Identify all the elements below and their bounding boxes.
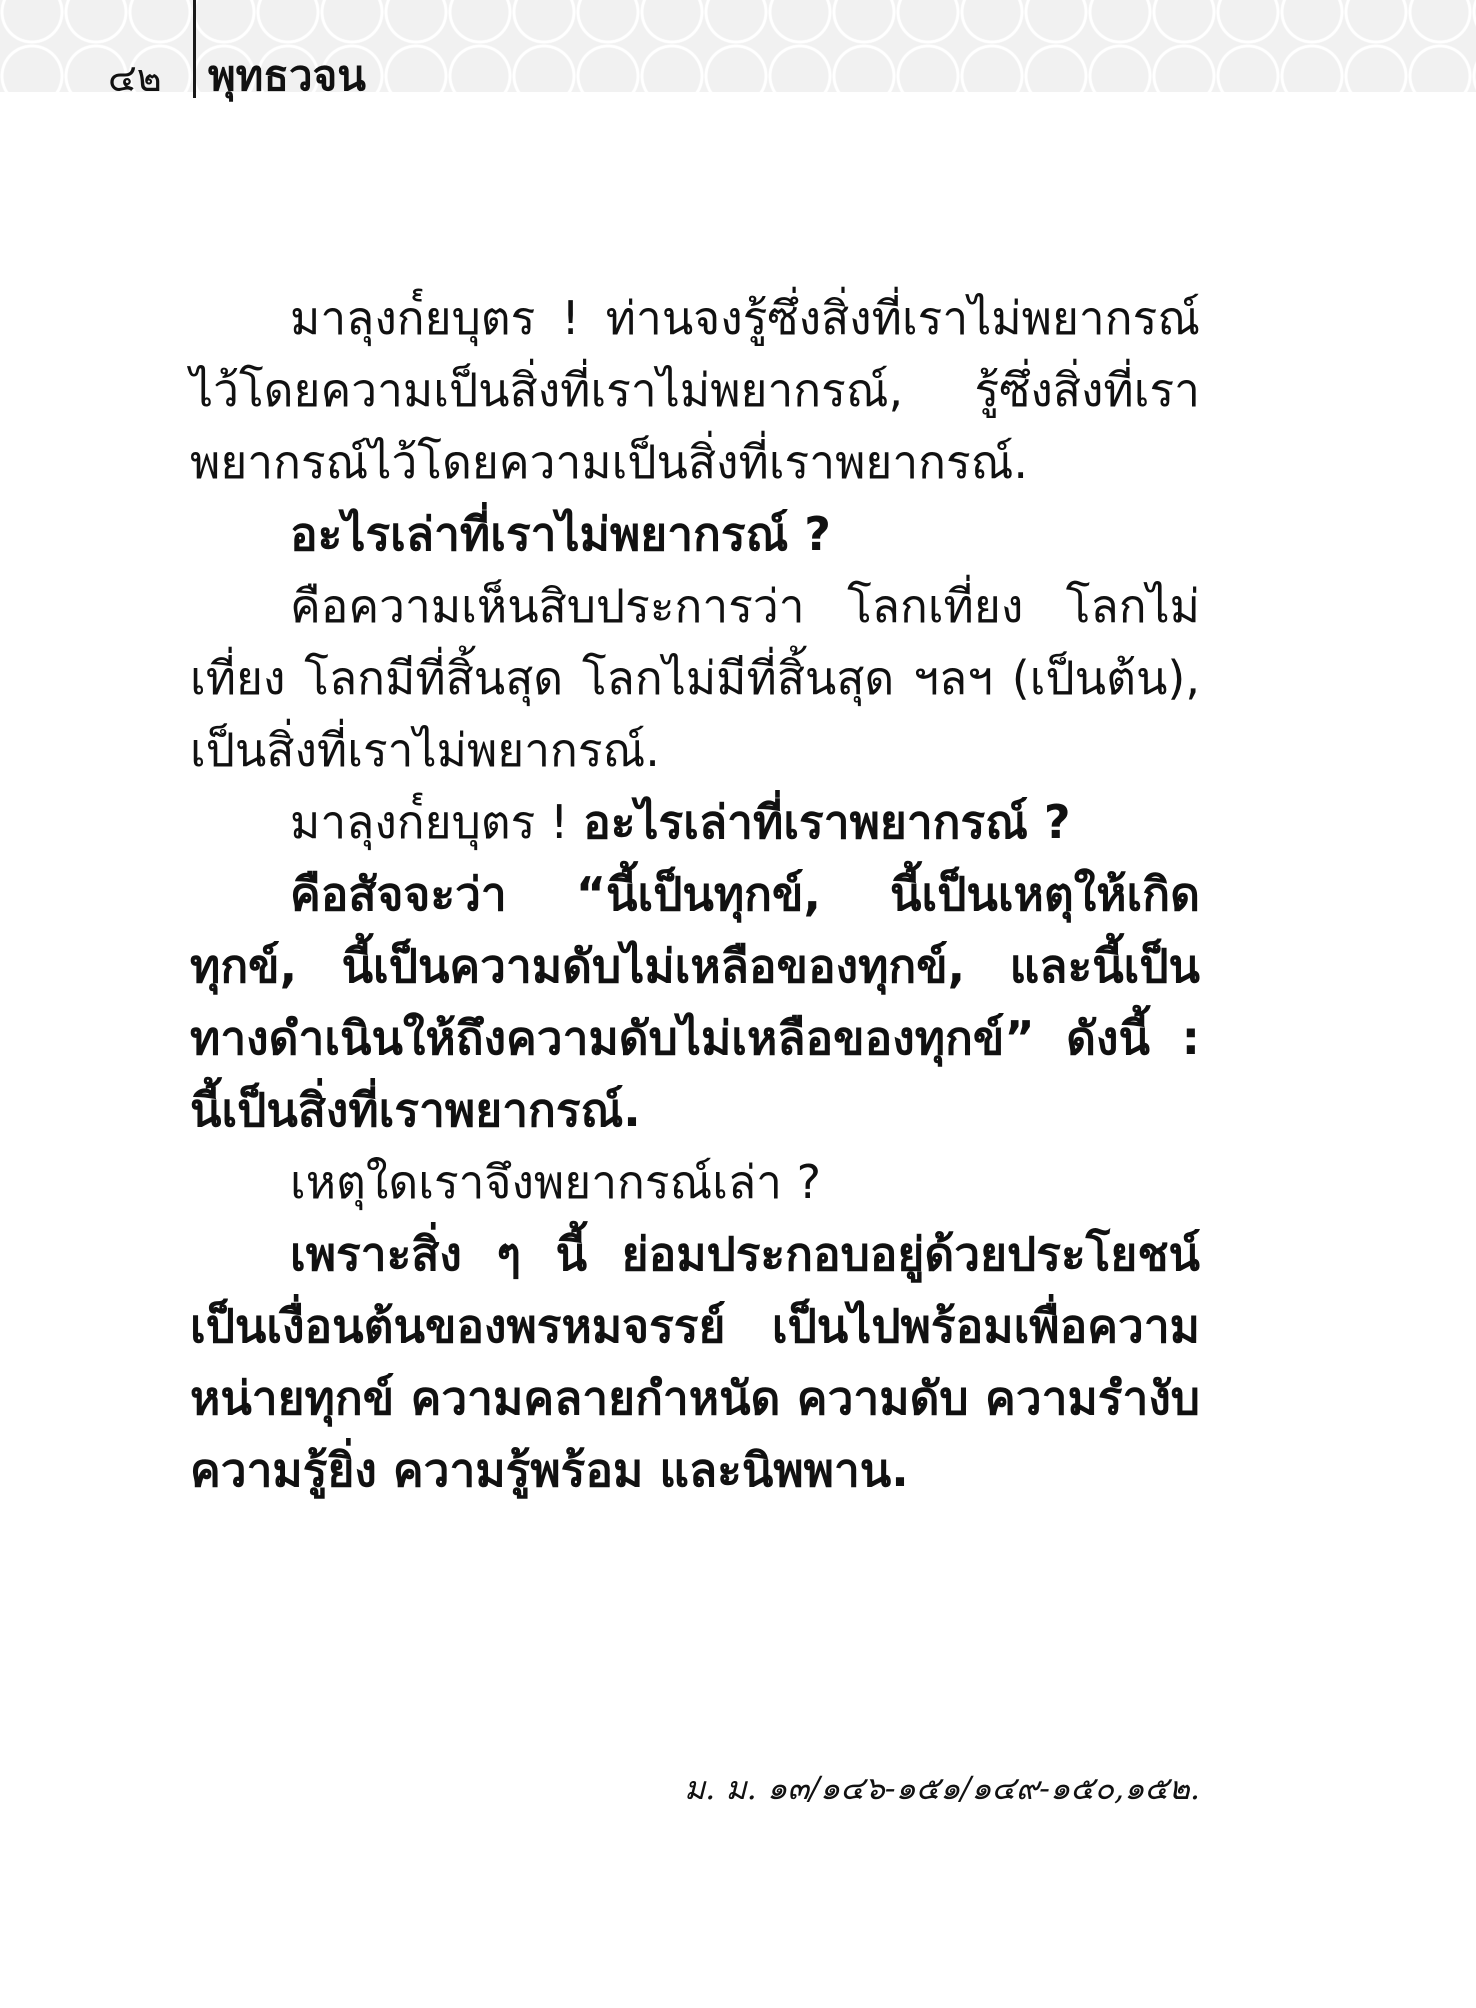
paragraph-7: เพราะสิ่ง ๆ นี้ ย่อมประกอบอยู่ด้วยประโยชน์ เป็นเงื่อนต้นของพรหมจรรย์ เป็นไปพร้อมเพื่อความหน่ายทุกข์ ความคลายกำหนัด ความดับ ความรำงับ ความรู้ยิ่ง ความรู้พร้อม และนิพพาน. — [190, 1227, 1200, 1497]
paragraph-1: มาลุงก๎ยบุตร ! ท่านจงรู้ซึ่งสิ่งที่เราไม่พยากรณ์ไว้โดยความเป็นสิ่งที่เราไม่พยากรณ์, รู้ซึ่งสิ่งที่เราพยากรณ์ไว้โดยความเป็นสิ่งที่เราพยากรณ์. — [190, 291, 1200, 489]
paragraph-2: อะไรเล่าที่เราไม่พยากรณ์ ? — [290, 507, 831, 561]
page-number: ๔๒ — [108, 56, 162, 100]
body-text — [190, 282, 1200, 1506]
header-divider — [193, 0, 196, 98]
paragraph-4 — [190, 786, 1200, 858]
paragraph-4-prefix: มาลุงก๎ยบุตร ! — [290, 795, 584, 849]
paragraph-3: คือความเห็นสิบประการว่า โลกเที่ยง โลกไม่เที่ยง โลกมีที่สิ้นสุด โลกไม่มีที่สิ้นสุด ฯลฯ (เป็นต้น), เป็นสิ่งที่เราไม่พยากรณ์. — [190, 579, 1200, 777]
paragraph-4-question: อะไรเล่าที่เราพยากรณ์ ? — [583, 795, 1071, 849]
citation-reference: ม. ม. ๑๓/๑๔๖-๑๕๑/๑๔๙-๑๕๐,๑๕๒. — [684, 1769, 1200, 1807]
paragraph-5: คือสัจจะว่า “นี้เป็นทุกข์, นี้เป็นเหตุให้เกิดทุกข์, นี้เป็นความดับไม่เหลือของทุกข์, และนี้เป็นทางดำเนินให้ถึงความดับไม่เหลือของทุกข์” ดังนี้ : นี้เป็นสิ่งที่เราพยากรณ์. — [190, 867, 1200, 1137]
book-title: พุทธวจน — [208, 51, 366, 100]
paragraph-6: เหตุใดเราจึงพยากรณ์เล่า ? — [290, 1155, 822, 1209]
